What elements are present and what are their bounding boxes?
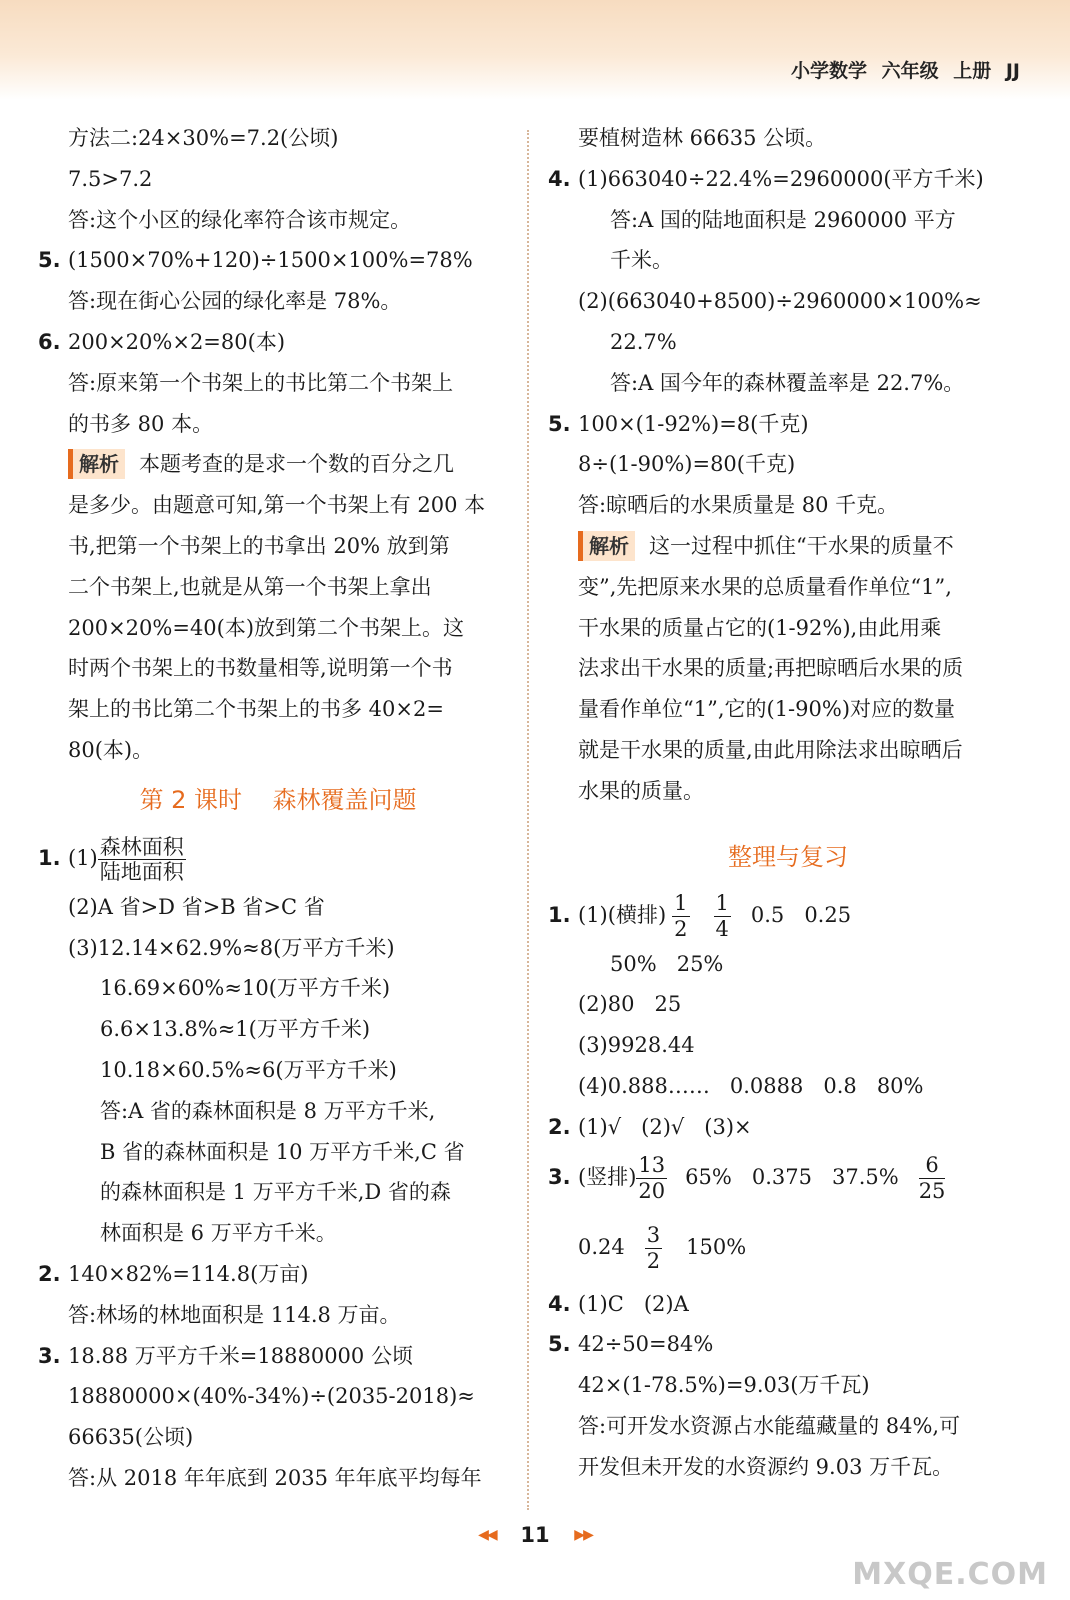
question-number: 2. (38, 1261, 61, 1286)
header-title: 小学数学 六年级 上册 JJ (791, 60, 1020, 82)
text-line: 0.24 (578, 1234, 625, 1259)
question-number: 2. (548, 1114, 571, 1139)
header-band (0, 0, 1070, 100)
text-line: (1500×70%+120)÷1500×100%=78% (68, 248, 473, 273)
analysis-text: 时两个书架上的书数量相等,说明第一个书 (68, 656, 453, 681)
analysis-text: 量看作单位“1”,它的(1-90%)对应的数量 (578, 697, 956, 722)
analysis-text: 干水果的质量占它的(1-92%),由此用乘 (578, 615, 942, 640)
fraction-numerator: 3 (646, 1223, 661, 1248)
text-line: 方法二:24×30%=7.2(公顷) (68, 126, 339, 150)
fraction (98, 835, 186, 884)
text-line: (2)A 省>D 省>B 省>C 省 (68, 894, 325, 919)
answer-line: 的书多 80 本。 (68, 411, 214, 436)
text-line: 7.5>7.2 (68, 166, 153, 191)
text-line: 42÷50=84% (578, 1332, 714, 1357)
question-number: 4. (548, 166, 571, 191)
right-column (548, 118, 1028, 1488)
text-line: 50% 25% (610, 951, 724, 976)
answer-line: B 省的森林面积是 10 万平方千米,C 省 (100, 1139, 465, 1164)
text-line: (2)(663040+8500)÷2960000×100%≈ (578, 289, 982, 314)
page-number: 11 (520, 1523, 550, 1547)
answer-line: 答:现在街心公园的绿化率是 78%。 (68, 289, 402, 314)
text-line: 100×(1-92%)=8(千克) (578, 411, 809, 436)
analysis-block (548, 526, 1028, 812)
answer-line: 答:原来第一个书架上的书比第二个书架上 (68, 370, 454, 395)
watermark: MXQE.COM (852, 1557, 1048, 1592)
text-line: 0.5 0.25 (750, 902, 852, 927)
answer-line: 答:林场的林地面积是 114.8 万亩。 (68, 1302, 401, 1327)
fraction (636, 1153, 667, 1202)
analysis-text: 水果的质量。 (578, 778, 704, 803)
text-line: (2)80 25 (578, 992, 682, 1017)
text-line: (3)12.14×62.9%≈8(万平方千米) (68, 935, 395, 960)
fraction-denominator: 20 (638, 1178, 666, 1203)
column-divider (527, 130, 530, 1510)
text-line: 200×20%×2=80(本) (68, 329, 286, 354)
fraction-numerator: 森林面积 (99, 834, 184, 859)
sub-label: (1)(横排) (578, 902, 667, 927)
analysis-text: 这一过程中抓住“干水果的质量不 (649, 533, 954, 558)
question-number: 1. (548, 902, 571, 927)
fraction (714, 891, 731, 940)
text-line: 140×82%=114.8(万亩) (68, 1261, 309, 1286)
question-number: 3. (38, 1343, 61, 1368)
answer-line: 答:从 2018 年年底到 2035 年年底平均每年 (68, 1465, 482, 1490)
text-line: 18880000×(40%-34%)÷(2035-2018)≈ (68, 1384, 475, 1409)
fraction (672, 891, 689, 940)
answer-line: 要植树造林 66635 公顷。 (578, 126, 827, 150)
analysis-text: 是多少。由题意可知,第一个书架上有 200 本 (68, 493, 486, 518)
question-number: 6. (38, 329, 61, 354)
answer-line: 答:晾晒后的水果质量是 80 千克。 (578, 493, 899, 518)
text-line: 22.7% (610, 329, 677, 354)
analysis-text: 200×20%=40(本)放到第二个书架上。这 (68, 615, 465, 640)
answer-line: 千米。 (610, 248, 673, 273)
section-title: 第 2 课时 森林覆盖问题 (139, 785, 417, 814)
left-column (38, 118, 518, 1499)
fraction-denominator: 陆地面积 (99, 859, 184, 884)
question-number: 3. (548, 1164, 571, 1189)
fraction-denominator: 4 (715, 916, 729, 941)
text-line: (1)C (2)A (578, 1291, 689, 1316)
analysis-text: 变”,先把原来水果的总质量看作单位“1”, (578, 574, 952, 599)
answer-line: 答:A 国的陆地面积是 2960000 平方 (610, 207, 956, 232)
fraction (645, 1223, 662, 1272)
text-line: (4)0.888…… 0.0888 0.8 80% (578, 1073, 924, 1098)
question-number: 4. (548, 1291, 571, 1316)
fraction-numerator: 13 (638, 1153, 666, 1178)
text-line: (3)9928.44 (578, 1033, 695, 1058)
question-number: 5. (38, 248, 61, 273)
analysis-text: 二个书架上,也就是从第一个书架上拿出 (68, 574, 432, 599)
fraction-denominator: 25 (918, 1178, 946, 1203)
question-number: 5. (548, 1332, 571, 1357)
analysis-text: 架上的书比第二个书架上的书多 40×2= (68, 697, 444, 722)
text-line: (1)663040÷22.4%=2960000(平方千米) (578, 166, 984, 191)
analysis-tag: 解析 (68, 449, 125, 479)
text-line: 42×(1-78.5%)=9.03(万千瓦) (578, 1373, 870, 1398)
fraction-denominator: 2 (674, 916, 688, 941)
sub-label: (1) (68, 845, 98, 870)
text-line: 答:这个小区的绿化率符合该市规定。 (68, 207, 412, 232)
prev-arrows-icon: ◀◀ (478, 1527, 496, 1543)
analysis-text: 书,把第一个书架上的书拿出 20% 放到第 (68, 533, 450, 558)
text-line: 65% 0.375 37.5% (685, 1164, 899, 1189)
analysis-text: 就是干水果的质量,由此用除法求出晾晒后 (578, 737, 963, 762)
fraction (919, 1153, 946, 1202)
text-line: 150% (686, 1234, 747, 1259)
answer-line: 答:A 国今年的森林覆盖率是 22.7%。 (610, 370, 965, 395)
fraction-denominator: 2 (646, 1248, 661, 1273)
page-footer (0, 1522, 1070, 1547)
fraction-numerator: 1 (674, 891, 688, 916)
text-line: 66635(公顷) (68, 1425, 194, 1450)
text-line: 16.69×60%≈10(万平方千米) (100, 976, 391, 1001)
analysis-text: 法求出干水果的质量;再把晾晒后水果的质 (578, 656, 964, 681)
text-line: 18.88 万平方千米=18880000 公顷 (68, 1343, 413, 1368)
analysis-text: 80(本)。 (68, 737, 154, 762)
answer-line: 开发但未开发的水资源约 9.03 万千瓦。 (578, 1454, 954, 1479)
section-title: 整理与复习 (728, 842, 848, 871)
text-line: 8÷(1-90%)=80(千克) (578, 452, 796, 477)
analysis-text: 本题考查的是求一个数的百分之几 (139, 452, 454, 477)
text-line: 6.6×13.8%≈1(万平方千米) (100, 1017, 371, 1042)
text-line: (1)√ (2)√ (3)× (578, 1114, 752, 1139)
sub-label: (竖排) (578, 1164, 637, 1189)
text-line: 10.18×60.5%≈6(万平方千米) (100, 1057, 397, 1082)
question-number: 1. (38, 845, 61, 870)
answer-line: 答:A 省的森林面积是 8 万平方千米, (100, 1098, 436, 1123)
next-arrows-icon: ▶▶ (574, 1527, 592, 1543)
analysis-block (38, 444, 518, 770)
answer-line: 的森林面积是 1 万平方千米,D 省的森 (100, 1180, 451, 1205)
analysis-tag: 解析 (578, 531, 635, 561)
answer-line: 林面积是 6 万平方千米。 (100, 1221, 337, 1246)
answer-line: 答:可开发水资源占水能蕴藏量的 84%,可 (578, 1413, 961, 1438)
fraction-numerator: 6 (919, 1153, 946, 1178)
fraction-numerator: 1 (715, 891, 729, 916)
question-number: 5. (548, 411, 571, 436)
